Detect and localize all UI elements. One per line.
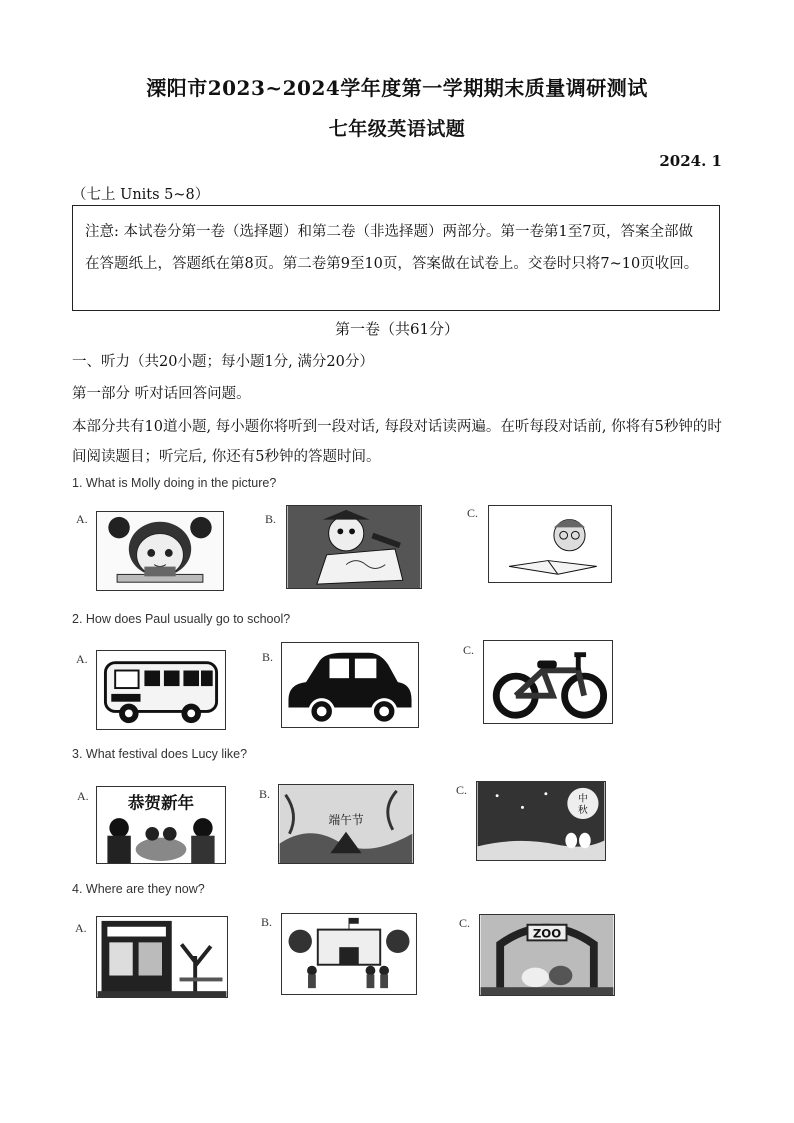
q3-picture-c-mid-autumn[interactable] [476, 781, 606, 861]
instructions: 本部分共有10道小题, 每小题你将听到一段对话, 每段对话读两遍。在听每段对话前, 你将有5秒钟的时间阅读题目；听完后, 你还有5秒钟的答题时间。 [72, 419, 722, 465]
q4-option-a-label: A. [75, 921, 87, 935]
school-illustration [282, 914, 416, 994]
zoo-illustration [480, 915, 614, 995]
question-1: 1. What is Molly doing in the picture? [72, 476, 277, 490]
shop-illustration [97, 917, 227, 997]
mid-autumn-text-1: 中 [578, 793, 588, 805]
q3-option-c-label: C. [456, 783, 468, 797]
q3-picture-b-dragon-boat[interactable] [278, 784, 414, 864]
q3-picture-a-spring-festival[interactable] [96, 786, 226, 864]
q4-picture-c-zoo[interactable] [479, 914, 615, 996]
exam-date: 2024. 1 [659, 152, 722, 170]
q1-picture-b-drawing[interactable] [286, 505, 422, 589]
q1-picture-a-eating[interactable] [96, 511, 224, 591]
section-title: 第一卷（共61分） [334, 320, 460, 338]
zoo-sign-text: ZOO [532, 926, 562, 941]
girl-eating-illustration [97, 512, 223, 590]
bus-icon [97, 651, 225, 729]
question-4: 4. Where are they now? [72, 882, 205, 896]
new-year-text: 恭贺新年 [127, 792, 195, 813]
q4-picture-b-school[interactable] [281, 913, 417, 995]
q2-option-c-label: C. [463, 643, 475, 657]
q2-picture-b-car[interactable] [281, 642, 419, 728]
q4-option-b-label: B. [261, 915, 273, 929]
q3-option-b-label: B. [259, 787, 271, 801]
notice-box: 注意: 本试卷分第一卷（选择题）和第二卷（非选择题）两部分。第一卷第1至7页，答案全部做在答题纸上，答题纸在第8页。第二卷第9至10页，答案做在试卷上。交卷时只将7~10页收回。 [72, 205, 720, 311]
dragon-boat-illustration [279, 785, 413, 863]
q4-option-c-label: C. [459, 916, 471, 930]
q3-option-a-label: A. [77, 789, 89, 803]
q2-option-b-label: B. [262, 650, 274, 664]
q1-option-a-label: A. [76, 512, 88, 526]
question-3: 3. What festival does Lucy like? [72, 747, 248, 761]
part-heading: 一、听力（共20小题；每小题1分, 满分20分） [72, 354, 374, 370]
car-icon [282, 643, 418, 727]
units-label: （七上 Units 5~8） [72, 187, 210, 203]
q1-option-c-label: C. [467, 506, 479, 520]
q2-picture-a-bus[interactable] [96, 650, 226, 730]
mid-autumn-text-2: 秋 [578, 805, 588, 817]
girl-reading-illustration [489, 506, 611, 582]
q4-picture-a-shop[interactable] [96, 916, 228, 998]
q2-picture-c-bike[interactable] [483, 640, 613, 724]
q1-picture-c-reading[interactable] [488, 505, 612, 583]
question-2: 2. How does Paul usually go to school? [72, 612, 291, 626]
boy-drawing-illustration [287, 506, 421, 588]
mid-autumn-illustration [477, 782, 605, 860]
exam-title: 溧阳市2023~2024学年度第一学期期末质量调研测试 [146, 76, 648, 100]
exam-subtitle: 七年级英语试题 [328, 118, 466, 140]
bike-icon [484, 641, 612, 723]
subpart-heading: 第一部分 听对话回答问题。 [72, 386, 251, 402]
q2-option-a-label: A. [76, 652, 88, 666]
new-year-illustration [97, 787, 225, 863]
q1-option-b-label: B. [265, 512, 277, 526]
dragon-boat-text: 端午节 [328, 813, 364, 827]
